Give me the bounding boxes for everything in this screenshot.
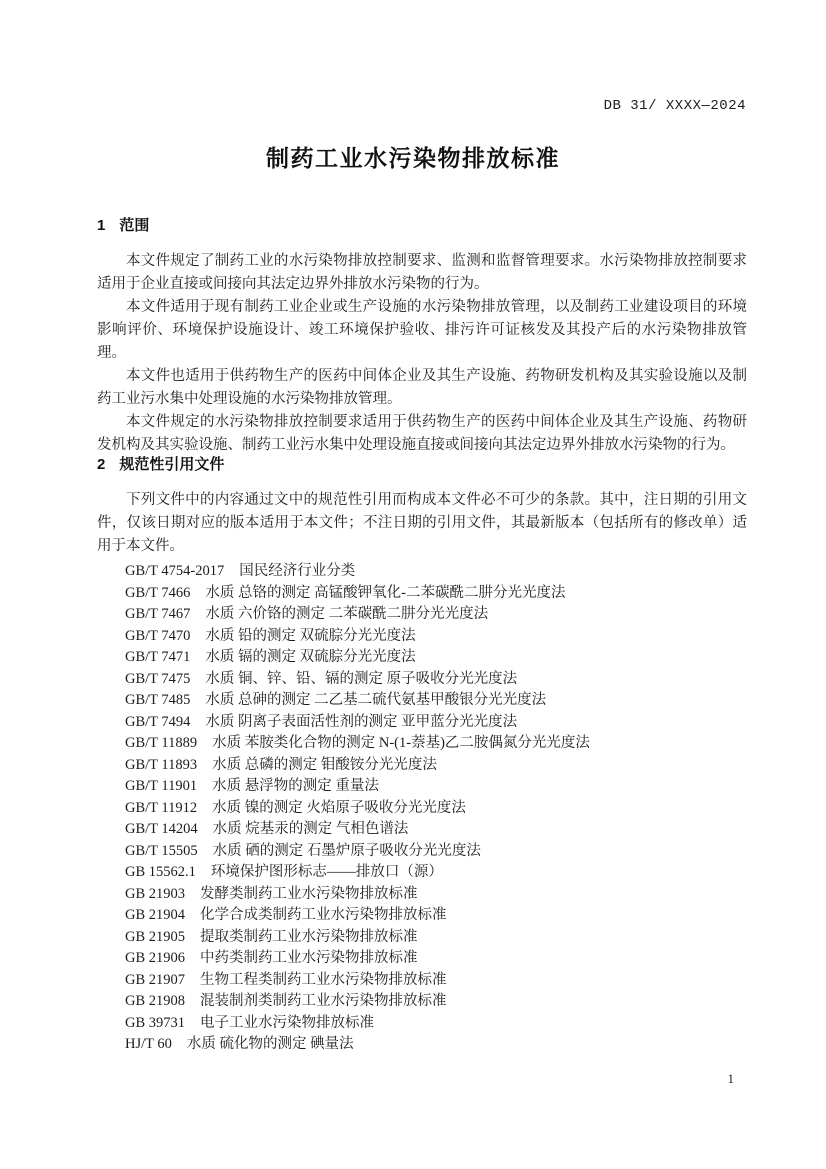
reference-code: GB 21904 [125,907,186,923]
reference-code: GB/T 7470 [125,627,191,644]
reference-name: 水质 铜、锌、铅、镉的测定 原子吸收分光光度法 [205,670,518,687]
reference-item [125,948,755,970]
reference-code: GB/T 7466 [125,584,191,601]
scope-paragraph-1: 本文件规定了制药工业的水污染物排放控制要求、监测和监督管理要求。水污染物排放控制要求适用于企业直接或间接向其法定边界外排放水污染物的行为。 [97,253,747,292]
reference-item [125,905,755,927]
reference-item [125,1013,755,1035]
section-2-title: 规范性引用文件 [119,456,225,473]
reference-name: 发酵类制药工业水污染物排放标准 [200,885,418,902]
reference-item [125,733,755,755]
section-1-heading [97,214,149,235]
reference-item [125,626,755,648]
reference-code: GB/T 4754-2017 [125,563,225,579]
reference-item [125,970,755,992]
reference-name: 环境保护图形标志——排放口（源） [210,864,443,880]
scope-paragraph-2: 本文件适用于现有制药工业企业或生产设施的水污染物排放管理，以及制药工业建设项目的环境影响评价、环境保护设施设计、竣工环境保护验收、排污许可证核发及其投产后的水污染物排放管理。 [97,299,747,361]
reference-name: 化学合成类制药工业水污染物排放标准 [200,907,447,923]
reference-name: 水质 悬浮物的测定 重量法 [212,778,379,794]
reference-name: 水质 六价铬的测定 二苯碳酰二肼分光光度法 [205,606,489,622]
reference-item [125,669,755,691]
reference-name: 国民经济行业分类 [239,563,356,579]
page-number: 1 [727,1071,734,1086]
section-2-heading [97,453,224,474]
reference-code: GB/T 7471 [125,649,191,665]
references-intro-paragraph: 下列文件中的内容通过文中的规范性引用而构成本文件必不可少的条款。其中，注日期的引用文件，仅该日期对应的版本适用于本文件；不注日期的引用文件，其最新版本（包括所有的修改单）适用于本文件。 [97,492,747,554]
section-1-body [97,250,747,457]
reference-code: GB 21907 [125,971,186,988]
document-title: 制药工业水污染物排放标准 [266,145,560,171]
reference-item [125,647,755,669]
reference-name: 混装制剂类制药工业水污染物排放标准 [200,993,447,1009]
reference-item [125,690,755,712]
reference-name: 水质 苯胺类化合物的测定 N-(1-萘基)乙二胺偶氮分光光度法 [212,735,590,751]
reference-code: GB/T 14204 [125,821,198,837]
reference-item [125,604,755,626]
section-1-title: 范围 [119,217,150,234]
reference-code: GB 15562.1 [125,864,196,880]
scope-paragraph-3: 本文件也适用于供药物生产的医药中间体企业及其生产设施、药物研发机构及其实验设施以及制药工业污水集中处理设施的水污染物排放管理。 [97,368,747,407]
reference-name: 中药类制药工业水污染物排放标准 [200,950,418,966]
reference-name: 水质 总砷的测定 二乙基二硫代氨基甲酸银分光光度法 [205,692,547,708]
scope-paragraph-4: 本文件规定的水污染物排放控制要求适用于供药物生产的医药中间体企业及其生产设施、药物研发机构及其实验设施、制药工业污水集中处理设施直接或间接向其法定边界外排放水污染物的行为。 [97,414,747,453]
reference-code: GB/T 7475 [125,670,191,687]
reference-item [125,862,755,884]
reference-name: 提取类制药工业水污染物排放标准 [200,928,418,945]
section-2-number: 2 [97,456,106,473]
reference-item [125,1034,755,1056]
reference-code: GB/T 11893 [125,756,198,773]
reference-name: 水质 铅的测定 双硫腙分光光度法 [205,627,416,644]
doc-number: DB 31/ XXXX—2024 [603,98,746,114]
reference-code: GB/T 7494 [125,713,191,730]
reference-code: GB 21905 [125,928,186,945]
reference-name: 水质 烷基汞的测定 气相色谱法 [212,821,409,837]
reference-name: 水质 硒的测定 石墨炉原子吸收分光光度法 [212,842,481,859]
reference-item [125,776,755,798]
reference-name: 生物工程类制药工业水污染物排放标准 [200,971,447,988]
reference-code: GB/T 15505 [125,842,198,859]
reference-item [125,712,755,734]
reference-code: GB 21908 [125,993,186,1009]
reference-name: 水质 镍的测定 火焰原子吸收分光光度法 [212,799,466,816]
reference-item [125,927,755,949]
reference-item [125,991,755,1013]
reference-item [125,884,755,906]
reference-name: 水质 硫化物的测定 碘量法 [186,1036,354,1052]
reference-code: GB/T 11901 [125,778,198,794]
reference-code: GB/T 11912 [125,799,198,816]
reference-item [125,583,755,605]
reference-code: GB 21903 [125,885,186,902]
reference-item [125,841,755,863]
section-2-body [97,489,747,558]
section-1-number: 1 [97,217,106,234]
reference-item [125,561,755,583]
reference-code: GB 21906 [125,950,186,966]
reference-code: GB 39731 [125,1014,186,1031]
reference-code: GB/T 11889 [125,735,198,751]
reference-item [125,819,755,841]
reference-item [125,798,755,820]
reference-name: 水质 总磷的测定 钼酸铵分光光度法 [212,756,437,773]
reference-name: 水质 镉的测定 双硫腙分光光度法 [205,649,416,665]
reference-name: 水质 阴离子表面活性剂的测定 亚甲蓝分光光度法 [205,713,518,730]
reference-code: GB/T 7485 [125,692,191,708]
reference-code: HJ/T 60 [125,1036,172,1052]
reference-code: GB/T 7467 [125,606,191,622]
reference-name: 水质 总铬的测定 高锰酸钾氧化-二苯碳酰二肼分光光度法 [205,584,566,601]
reference-name: 电子工业水污染物排放标准 [200,1014,375,1031]
reference-list [125,561,755,1056]
reference-item [125,755,755,777]
